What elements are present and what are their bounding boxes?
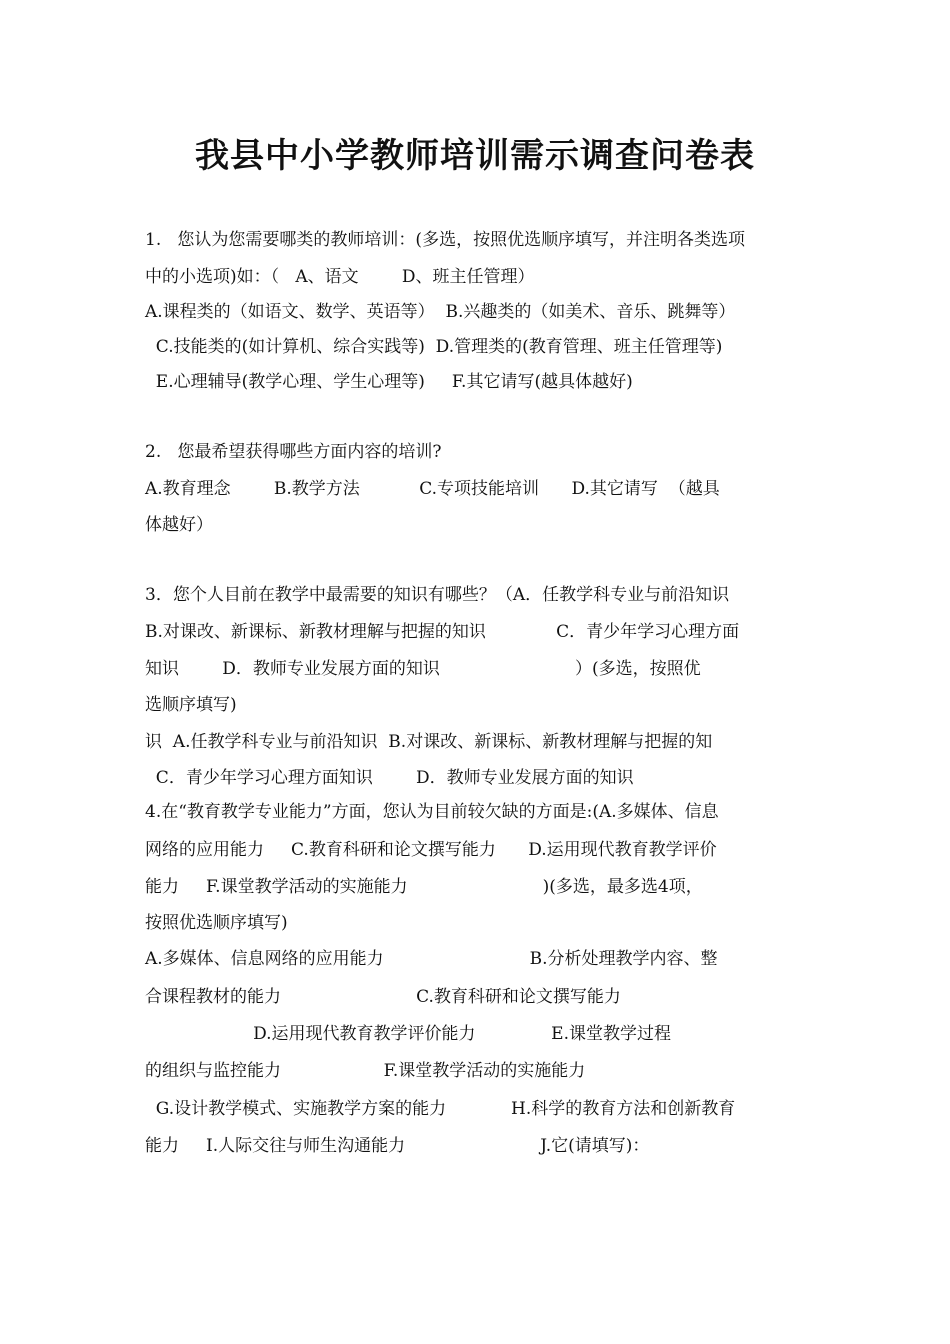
text-line: 中的小选项)如：（ A、语文 D、班主任管理）: [145, 267, 535, 287]
text-line: G.设计教学模式、实施教学方案的能力 H.科学的教育方法和创新教育: [145, 1099, 736, 1119]
text-line: 选顺序填写): [145, 695, 237, 715]
document-title: 我县中小学教师培训需示调查问卷表: [195, 136, 755, 176]
text-line: 网络的应用能力 C.教育科研和论文撰写能力 D.运用现代教育教学评价: [145, 840, 717, 860]
text-line: 识 A.任教学科专业与前沿知识 B.对课改、新课标、新教材理解与把握的知: [145, 732, 713, 752]
text-line: 能力 I.人际交往与师生沟通能力 J.它(请填写)：: [145, 1136, 650, 1156]
text-line: 合课程教材的能力 C.教育科研和论文撰写能力: [145, 987, 621, 1007]
text-line: C．青少年学习心理方面知识 D．教师专业发展方面的知识: [145, 768, 634, 788]
text-line: A.多媒体、信息网络的应用能力 B.分析处理教学内容、整: [145, 949, 718, 969]
text-line: 1. 您认为您需要哪类的教师培训：(多选，按照优选顺序填写，并注明各类选项: [145, 230, 746, 250]
text-line: A.教育理念 B.教学方法 C.专项技能培训 D.其它请写 （越具: [145, 479, 720, 499]
text-line: 知识 D．教师专业发展方面的知识 ）(多选，按照优: [145, 659, 701, 679]
text-line: A.课程类的（如语文、数学、英语等） B.兴趣类的（如美术、音乐、跳舞等）: [145, 302, 736, 322]
text-line: 能力 F.课堂教学活动的实施能力 )(多选，最多选4项，: [145, 877, 703, 897]
text-line: 2. 您最希望获得哪些方面内容的培训?: [145, 442, 442, 462]
text-line: 按照优选顺序填写): [145, 913, 288, 933]
text-line: D.运用现代教育教学评价能力 E.课堂教学过程: [145, 1024, 671, 1044]
text-line: B.对课改、新课标、新教材理解与把握的知识 C．青少年学习心理方面: [145, 622, 740, 642]
text-line: E.心理辅导(教学心理、学生心理等) F.其它请写(越具体越好): [145, 372, 633, 392]
text-line: C.技能类的(如计算机、综合实践等) D.管理类的(教育管理、班主任管理等): [145, 337, 723, 357]
text-line: 4.在“教育教学专业能力”方面，您认为目前较欠缺的方面是:(A.多媒体、信息: [145, 802, 719, 822]
text-line: 3．您个人目前在教学中最需要的知识有哪些？（A．任教学科专业与前沿知识: [145, 585, 730, 605]
text-line: 的组织与监控能力 F.课堂教学活动的实施能力: [145, 1061, 586, 1081]
text-line: 体越好）: [145, 515, 213, 535]
